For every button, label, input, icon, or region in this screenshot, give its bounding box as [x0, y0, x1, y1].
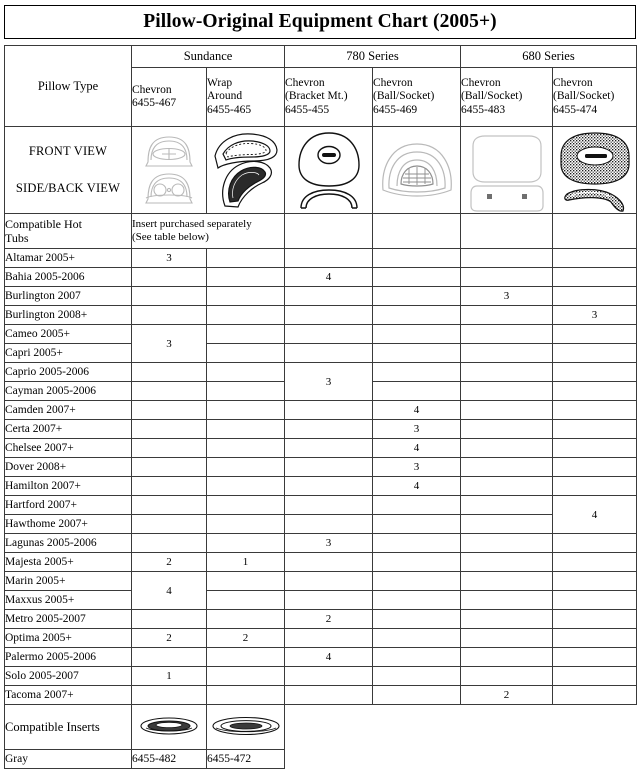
cell-majesta-c2: 1 — [207, 553, 285, 572]
cell-caprio-c5 — [461, 363, 553, 382]
cell-solo-c1: 1 — [132, 667, 207, 686]
table-row — [5, 401, 637, 420]
inserts-blank-c5 — [461, 705, 553, 750]
cell-certa-c4: 3 — [373, 420, 461, 439]
cell-hamilton-c5 — [461, 477, 553, 496]
cell-solo-c5 — [461, 667, 553, 686]
cell-camden-c1 — [132, 401, 207, 420]
cell-capri-c3 — [285, 344, 373, 363]
cell-dover-c6 — [553, 458, 637, 477]
cell-optima-c5 — [461, 629, 553, 648]
pillow-wrap-around-icon — [207, 127, 285, 214]
table-row — [5, 534, 637, 553]
cell-hamilton-c2 — [207, 477, 285, 496]
cell-optima-c4 — [373, 629, 461, 648]
cell-burlington2008-c6: 3 — [553, 306, 637, 325]
cell-burlington2008-c4 — [373, 306, 461, 325]
column-header-sub-3: (Ball/Socket) — [373, 90, 435, 103]
cell-hawthome-c5 — [461, 515, 553, 534]
cell-caprio-c1 — [132, 363, 207, 382]
cell-hartford-c1 — [132, 496, 207, 515]
cell-cameo-c3 — [285, 325, 373, 344]
row-label-certa: Certa 2007+ — [5, 420, 132, 439]
cell-altamar-c5 — [461, 249, 553, 268]
group-header-680-series: 680 Series — [461, 46, 637, 68]
table-row — [5, 458, 637, 477]
cell-marin-c6 — [553, 572, 637, 591]
cell-hamilton-c6 — [553, 477, 637, 496]
table-row — [5, 686, 637, 705]
cell-burlington2008-c2 — [207, 306, 285, 325]
row-label-bahia: Bahia 2005-2006 — [5, 268, 132, 287]
cell-burlington2008-c3 — [285, 306, 373, 325]
column-header-6455-483 — [461, 68, 553, 127]
cell-lagunas-c6 — [553, 534, 637, 553]
cell-metro-c5 — [461, 610, 553, 629]
cell-tacoma-c6 — [553, 686, 637, 705]
cell-dover-c4: 3 — [373, 458, 461, 477]
gray-blank-c6 — [553, 750, 637, 769]
cell-hamilton-c4: 4 — [373, 477, 461, 496]
cell-bahia-c2 — [207, 268, 285, 287]
cell-palermo-c3: 4 — [285, 648, 373, 667]
cell-camden-c2 — [207, 401, 285, 420]
cell-tacoma-c1 — [132, 686, 207, 705]
table-row — [5, 667, 637, 686]
cell-hamilton-c1 — [132, 477, 207, 496]
pillow-type-header: Pillow Type — [5, 46, 132, 127]
cell-palermo-c5 — [461, 648, 553, 667]
cell-maxxus-c6 — [553, 591, 637, 610]
row-label-marin: Marin 2005+ — [5, 572, 132, 591]
table-row — [5, 268, 637, 287]
row-label-hamilton: Hamilton 2007+ — [5, 477, 132, 496]
cell-cayman-c1 — [132, 382, 207, 401]
side-back-view-label: SIDE/BACK VIEW — [15, 181, 121, 195]
table-row — [5, 477, 637, 496]
cht-empty-c6 — [553, 214, 637, 249]
cell-cameo-c2 — [207, 325, 285, 344]
pillow-ball-socket-674-icon — [553, 127, 637, 214]
cell-marin-maxxus-c1: 4 — [132, 572, 207, 610]
table-row — [5, 306, 637, 325]
row-label-optima: Optima 2005+ — [5, 629, 132, 648]
illustration-row — [5, 127, 637, 214]
insert-gray-row — [5, 750, 637, 769]
row-label-cayman: Cayman 2005-2006 — [5, 382, 132, 401]
pillow-ball-socket-683-icon — [461, 127, 553, 214]
cell-hartford-c4 — [373, 496, 461, 515]
row-label-altamar: Altamar 2005+ — [5, 249, 132, 268]
pillow-front-side-icon — [132, 127, 207, 214]
cell-optima-c3 — [285, 629, 373, 648]
cell-altamar-c1: 3 — [132, 249, 207, 268]
cell-chelsee-c1 — [132, 439, 207, 458]
cell-metro-c2 — [207, 610, 285, 629]
compatible-hot-tubs-label-line2: Tubs — [5, 231, 29, 245]
row-label-lagunas: Lagunas 2005-2006 — [5, 534, 132, 553]
row-label-maxxus: Maxxus 2005+ — [5, 591, 132, 610]
row-label-capri: Capri 2005+ — [5, 344, 132, 363]
cell-capri-c5 — [461, 344, 553, 363]
cell-bahia-c6 — [553, 268, 637, 287]
column-header-sub-4: (Ball/Socket) — [461, 90, 523, 103]
cell-dover-c3 — [285, 458, 373, 477]
cell-certa-c1 — [132, 420, 207, 439]
cell-lagunas-c1 — [132, 534, 207, 553]
cell-optima-c6 — [553, 629, 637, 648]
cell-hawthome-c4 — [373, 515, 461, 534]
cell-metro-c4 — [373, 610, 461, 629]
cell-chelsee-c5 — [461, 439, 553, 458]
row-label-dover: Dover 2008+ — [5, 458, 132, 477]
table-row — [5, 572, 637, 591]
table-row — [5, 591, 637, 610]
cell-cameo-c6 — [553, 325, 637, 344]
cell-caprio-cayman-c3: 3 — [285, 363, 373, 401]
cell-solo-c4 — [373, 667, 461, 686]
insert-gray-label: Gray — [5, 750, 132, 769]
row-label-caprio: Caprio 2005-2006 — [5, 363, 132, 382]
column-header-part-2: 6455-455 — [285, 103, 330, 116]
row-label-solo: Solo 2005-2007 — [5, 667, 132, 686]
cell-cayman-c2 — [207, 382, 285, 401]
compatible-hot-tubs-label-line1: Compatible Hot — [5, 217, 82, 231]
row-label-camden: Camden 2007+ — [5, 401, 132, 420]
cell-lagunas-c3: 3 — [285, 534, 373, 553]
row-label-hartford: Hartford 2007+ — [5, 496, 132, 515]
column-header-6455-467 — [132, 68, 207, 127]
cell-camden-c3 — [285, 401, 373, 420]
column-header-sub-2: (Bracket Mt.) — [285, 90, 348, 103]
column-header-part-1: 6455-465 — [207, 103, 252, 116]
cell-cameo-capri-c1: 3 — [132, 325, 207, 363]
cell-burlington2008-c5 — [461, 306, 553, 325]
cell-majesta-c6 — [553, 553, 637, 572]
cell-certa-c6 — [553, 420, 637, 439]
cell-hartford-c2 — [207, 496, 285, 515]
column-header-name-5: Chevron — [553, 76, 593, 89]
cell-cayman-c6 — [553, 382, 637, 401]
cell-altamar-c6 — [553, 249, 637, 268]
column-header-part-3: 6455-469 — [373, 103, 418, 116]
cell-certa-c2 — [207, 420, 285, 439]
cell-dover-c1 — [132, 458, 207, 477]
cell-chelsee-c2 — [207, 439, 285, 458]
insert-oval-icon-472 — [207, 705, 285, 750]
table-group-header-row — [5, 46, 637, 68]
column-header-name-0: Chevron — [132, 83, 172, 96]
table-row — [5, 344, 637, 363]
cell-burlington2008-c1 — [132, 306, 207, 325]
column-header-part-5: 6455-474 — [553, 103, 598, 116]
cell-marin-c5 — [461, 572, 553, 591]
table-row — [5, 496, 637, 515]
cell-optima-c2: 2 — [207, 629, 285, 648]
insert-oval-icon-482 — [132, 705, 207, 750]
inserts-blank-c6 — [553, 705, 637, 750]
cht-empty-c3 — [285, 214, 373, 249]
cell-bahia-c4 — [373, 268, 461, 287]
cell-hartford-c5 — [461, 496, 553, 515]
row-label-chelsee: Chelsee 2007+ — [5, 439, 132, 458]
cell-cayman-c5 — [461, 382, 553, 401]
cell-hawthome-c3 — [285, 515, 373, 534]
table-row — [5, 610, 637, 629]
inserts-blank-c4 — [373, 705, 461, 750]
row-label-tacoma: Tacoma 2007+ — [5, 686, 132, 705]
column-header-part-4: 6455-483 — [461, 103, 506, 116]
row-label-palermo: Palermo 2005-2006 — [5, 648, 132, 667]
row-label-burlington-2008: Burlington 2008+ — [5, 306, 132, 325]
cell-metro-c3: 2 — [285, 610, 373, 629]
row-label-majesta: Majesta 2005+ — [5, 553, 132, 572]
cell-camden-c5 — [461, 401, 553, 420]
cell-majesta-c1: 2 — [132, 553, 207, 572]
cell-majesta-c5 — [461, 553, 553, 572]
cell-marin-c3 — [285, 572, 373, 591]
cell-marin-c4 — [373, 572, 461, 591]
cell-hartford-c3 — [285, 496, 373, 515]
cht-empty-c4 — [373, 214, 461, 249]
gray-blank-c5 — [461, 750, 553, 769]
cell-tacoma-c3 — [285, 686, 373, 705]
cell-cayman-c4 — [373, 382, 461, 401]
group-header-sundance: Sundance — [132, 46, 285, 68]
column-header-part-0: 6455-467 — [132, 97, 177, 109]
column-header-sub-1: Around — [207, 90, 243, 103]
pillow-bracket-mount-icon — [285, 127, 373, 214]
inserts-blank-c3 — [285, 705, 373, 750]
cell-hawthome-c1 — [132, 515, 207, 534]
cell-solo-c2 — [207, 667, 285, 686]
cell-majesta-c3 — [285, 553, 373, 572]
column-header-sub-5: (Ball/Socket) — [553, 90, 615, 103]
cell-burlington2007-c4 — [373, 287, 461, 306]
cell-lagunas-c4 — [373, 534, 461, 553]
cell-capri-c6 — [553, 344, 637, 363]
cell-lagunas-c2 — [207, 534, 285, 553]
table-row — [5, 439, 637, 458]
row-label-metro: Metro 2005-2007 — [5, 610, 132, 629]
column-header-6455-469 — [373, 68, 461, 127]
page-title-text: Pillow-Original Equipment Chart (2005+) — [143, 11, 497, 32]
row-label-cameo: Cameo 2005+ — [5, 325, 132, 344]
cell-burlington2007-c5: 3 — [461, 287, 553, 306]
cell-palermo-c2 — [207, 648, 285, 667]
cht-empty-c5 — [461, 214, 553, 249]
cell-capri-c2 — [207, 344, 285, 363]
table-row — [5, 363, 637, 382]
table-row — [5, 287, 637, 306]
cell-metro-c6 — [553, 610, 637, 629]
cell-palermo-c4 — [373, 648, 461, 667]
cell-dover-c5 — [461, 458, 553, 477]
cell-hartford-hawthome-c6: 4 — [553, 496, 637, 534]
gray-blank-c4 — [373, 750, 461, 769]
gray-blank-c3 — [285, 750, 373, 769]
insert-note-line1: Insert purchased separately — [132, 218, 252, 230]
compatible-inserts-row — [5, 705, 637, 750]
cell-caprio-c6 — [553, 363, 637, 382]
column-header-6455-474 — [553, 68, 637, 127]
table-row — [5, 629, 637, 648]
group-header-780-series: 780 Series — [285, 46, 461, 68]
cell-burlington2007-c6 — [553, 287, 637, 306]
cell-chelsee-c4: 4 — [373, 439, 461, 458]
column-header-name-4: Chevron — [461, 76, 501, 89]
compatible-hot-tubs-label — [5, 214, 132, 249]
insert-purchased-note — [132, 214, 285, 249]
table-row — [5, 515, 637, 534]
cell-marin-c2 — [207, 572, 285, 591]
cell-chelsee-c6 — [553, 439, 637, 458]
cell-bahia-c1 — [132, 268, 207, 287]
cell-caprio-c4 — [373, 363, 461, 382]
insert-note-line2: (See table below) — [132, 231, 209, 243]
table-row — [5, 648, 637, 667]
column-header-6455-455 — [285, 68, 373, 127]
cell-capri-c4 — [373, 344, 461, 363]
cell-majesta-c4 — [373, 553, 461, 572]
cell-metro-c1 — [132, 610, 207, 629]
cell-tacoma-c2 — [207, 686, 285, 705]
cell-altamar-c3 — [285, 249, 373, 268]
column-header-name-2: Chevron — [285, 76, 325, 89]
insert-part-6455-472: 6455-472 — [207, 750, 285, 769]
insert-part-6455-482: 6455-482 — [132, 750, 207, 769]
cell-burlington2007-c3 — [285, 287, 373, 306]
cell-altamar-c4 — [373, 249, 461, 268]
front-view-label: FRONT VIEW — [28, 144, 108, 158]
table-row — [5, 249, 637, 268]
cell-hamilton-c3 — [285, 477, 373, 496]
cell-lagunas-c5 — [461, 534, 553, 553]
cell-maxxus-c4 — [373, 591, 461, 610]
cell-bahia-c5 — [461, 268, 553, 287]
page-title — [4, 5, 636, 39]
cell-camden-c4: 4 — [373, 401, 461, 420]
cell-palermo-c1 — [132, 648, 207, 667]
view-labels-cell — [5, 127, 132, 214]
cell-burlington2007-c1 — [132, 287, 207, 306]
table-row — [5, 325, 637, 344]
cell-dover-c2 — [207, 458, 285, 477]
row-label-hawthome: Hawthome 2007+ — [5, 515, 132, 534]
cell-cameo-c4 — [373, 325, 461, 344]
cell-caprio-c2 — [207, 363, 285, 382]
cell-maxxus-c2 — [207, 591, 285, 610]
cell-camden-c6 — [553, 401, 637, 420]
cell-palermo-c6 — [553, 648, 637, 667]
cell-chelsee-c3 — [285, 439, 373, 458]
column-header-name-1: Wrap — [207, 76, 233, 89]
table-row — [5, 553, 637, 572]
cell-tacoma-c4 — [373, 686, 461, 705]
cell-tacoma-c5: 2 — [461, 686, 553, 705]
row-label-burlington-2007: Burlington 2007 — [5, 287, 132, 306]
cell-solo-c6 — [553, 667, 637, 686]
cell-optima-c1: 2 — [132, 629, 207, 648]
cell-maxxus-c5 — [461, 591, 553, 610]
cell-cameo-c5 — [461, 325, 553, 344]
cell-hawthome-c2 — [207, 515, 285, 534]
column-header-6455-465 — [207, 68, 285, 127]
cell-solo-c3 — [285, 667, 373, 686]
cell-maxxus-c3 — [285, 591, 373, 610]
cell-burlington2007-c2 — [207, 287, 285, 306]
cell-bahia-c3: 4 — [285, 268, 373, 287]
pillow-equipment-table — [4, 45, 637, 769]
table-row — [5, 420, 637, 439]
cell-certa-c3 — [285, 420, 373, 439]
pillow-ball-socket-780-icon — [373, 127, 461, 214]
column-header-name-3: Chevron — [373, 76, 413, 89]
compatible-hot-tubs-row — [5, 214, 637, 249]
cell-certa-c5 — [461, 420, 553, 439]
cell-altamar-c2 — [207, 249, 285, 268]
compatible-inserts-label: Compatible Inserts — [5, 705, 132, 750]
